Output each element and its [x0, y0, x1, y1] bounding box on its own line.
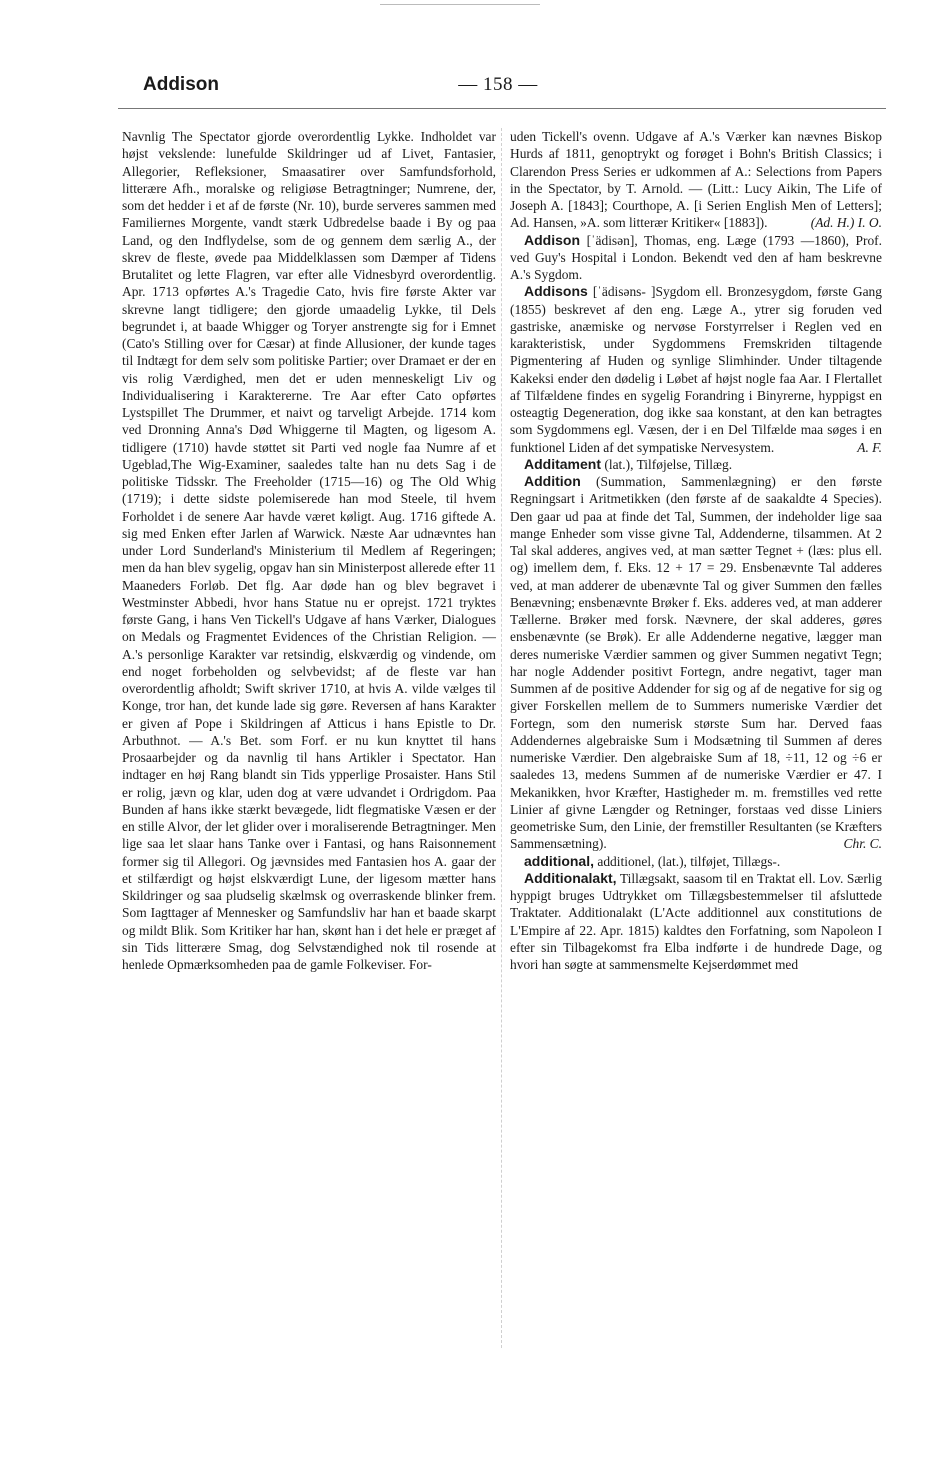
right-column [510, 128, 882, 973]
entry-addison-thomas [510, 232, 882, 284]
top-edge-mark [380, 4, 540, 5]
entry-signature: Chr. C. [843, 836, 882, 852]
continuation-signature: (Ad. H.) I. O. [810, 215, 882, 231]
entry-body: (Summation, Sammenlægning) er den første Regningsart i Aritmetikken (den første af de saakaldte 4 Species). Den gaar ud paa at finde det Tal, Summen, der indeholder lige saa mange Enheder som visse givne Tal, Addenderne, tilsammen. At 2 Tal skal adderes, angives ved, at man sætter Tegnet + (læs: plus ell. og) imellem dem, f. Eks. 12 + 17 = 29. Ensbenævnte Tal adderes ved, at man adderer de ubenævnte Tal og giver Summen den fælles Benævning; ensbenævnte Brøker f. Eks. adderes ved, at man adderer Tællerne. Brøker med forsk. Nævnere, der skal adderes, gøres ensbenævnte (se Brøk). Er alle Addenderne negative, lægger man deres numeriske Værdier sammen og giver Summen negativt Tegn; har nogle Addender positivt Fortegn, andre negativt, tager man Summen af de positive Addender for sig og af de negative for sig og giver Forskellen mellem de to Summers numeriske Værdier det Fortegn, som den numerisk største Sum har. Derved faas Addendernes algebraiske Sum i Modsætning til Summen af deres numeriske Værdier. Den algebraiske Sum af 18, ÷11, 12 og ÷6 er saaledes 13, medens Summen af de numeriske Værdier er 47. I Mekanikken, hvor Kræfter, Hastigheder m. m. fremstilles ved rette Linier af givne Længder og Retninger, forstaas ved disse Liniers geometriske Sum, den Linie, der fremstiller Resultanten (se Kræfters Sammensætning). [510, 474, 883, 852]
header-rule [118, 108, 886, 109]
entry-addisons-sygdom [510, 283, 882, 456]
entry-body: Tillægsakt, saasom til en Traktat ell. Lov. Særlig hyppigt bruges Udtrykket om Tillægsbestemmelser til afsluttede Traktater. Additionalakt (L'Acte additionnel aux constitutions de L'Empire af 22. Apr. 1815) kaldtes den Forfatning, som Napoleon I efter sin Tilbagekomst fra Elba indførte i de hundrede Dage, og hvori han søgte at sammensmelte Kejserdømmet med [510, 870, 882, 972]
running-head: Addison [143, 74, 219, 95]
entry-additionalakt [510, 870, 882, 974]
entry-body: additionel, (lat.), tilføjet, Tillægs-. [597, 853, 781, 869]
left-column [122, 128, 496, 973]
continuation-text [510, 128, 882, 232]
entry-headword: Addison [524, 231, 580, 248]
page-header [143, 70, 885, 104]
entry-signature: A. F. [857, 439, 882, 455]
entry-headword: additional, [524, 852, 594, 869]
entry-body: [ˈädisən], Thomas, eng. Læge (1793 —1860), Prof. ved Guy's Hospital i London. Bekendt ved den af ham beskrevne A.'s Sygdom. [510, 232, 883, 282]
entry-headword: Addition [524, 473, 581, 489]
entry-body: (lat.), Tilføjelse, Tillæg. [604, 456, 733, 472]
left-column-text: Navnlig The Spectator gjorde overordentlig Lykke. Indholdet var højst vekslende: lunefulde Skildringer ud af Livet, Fantasier, Allegorier, Refleksioner, Smaasatirer over Samfundsforhold, litterære Afh., moralske og religiøse Betragtninger; Numrene, der, som det hedder i et af de første (Nr. 10), burde serveres sammen med Familiernes Morgente, vandt stærk Udbredelse baade i By og paa Land, og den Indflydelse, som de og gennem dem særlig A., der skrev de fleste, øvede paa Middelklassen som Dæmper af Tidens Brutalitet og lette Flagren, var efter alle Vidnesbyrd overordentlig. Apr. 1713 opførtes A.'s Tragedie Cato, hvis fire første Akter var skrevne langt tidligere; den gjorde umaadelig Lykke, til Dels begrundet i, at baade Whigger og Toryer anstrengte sig for i Emnet (Cato's Stilling over for Cæsar) at finde Allusioner, der kunde tages til Indtægt for dem selv som politiske Partier; over Dramaet er der en vis rolig Værdighed, men det er uden menneskeligt Liv og Individualisering i Karaktererne. Tre Aar efter Cato opførtes Lystspillet The Drummer, et naivt og tarveligt Arbejde. 1714 kom ved Dronning Anna's Død Whiggerne til Magten, og ligesom A. tidligere (1710) havde støttet sit Parti ved nogle faa Numre af et Ugeblad,The Wig-Examiner, saaledes talte han nu dets Sag i de politiske Tidsskr. The Freeholder (1715—16) og The Old Whig (1719); i dette sidste polemiserede han mod Steele, til hvem Forholdet i de senere Aar havde været køligt. Aug. 1716 giftede A. sig med Enken efter Jarlen af Warwick. Næste Aar udnævntes han under Lord Sunderland's Ministerium til Medlem af Regeringen; men da han blev sygelig, opgav han sin Ministerpost allerede efter 11 Maaneders Forløb. Det flg. Aar døde han og blev begravet i Westminster Abbedi, hvor hans Statue nu er oprejst. 1721 tryktes første Gang, i hans Ven Tickell's Udgave af hans Værker, Dialogues on Medals og Fragmentet Evidences of the Christian Religion. — A.'s personlige Karakter var retsindig, elskværdig og vindende, om end noget forbeholden og selvbevidst; af de fleste var han overordentlig afholdt; Swift skriver 1710, at hvis A. vilde vælges til Konge, tror han, det kunde lade sig gøre. Reversen af hans Karakter er given af Pope i Skildringen af Atticus i hans Epistle to Dr. Arbuthnot. — A.'s Bet. som Forf. er nu kun knyttet til hans Prosaarbejder og da navnlig til hans Artikler i Spectator. Han indtager en høj Rang blandt sin Tids ypperlige Prosaister. Hans Stil er rolig, jævn og klar, uden dog at være udvandet i Ordrigdom. Paa Bunden af hans ikke stærkt bevægede, lidt flegmatiske Væsen er der en stille Alvor, der let glider over i moraliserende Betragtninger. Men lige saa let slaar hans Tanke over i Fantasi, og hans Raisonnement former sig til Allegori. Og jævnsides med Fantasien hos A. gaar der et stilfærdigt og højst elskværdigt Lune, der ligesom mætter hans Skildringer og saa pludselig skælmsk og overraskende blinker frem. Som Iagttager af Mennesker og Samfundsliv har han et baade skarpt og mildt Blik. Som Kritiker har han, skønt han i det hele er præget af sin Tids litterære Smag, dog Selvstændighed nok til rosende at henlede Opmærksomheden paa de gamle Folkeviser. For- [122, 129, 496, 972]
entry-body: [ˈädisəns- ]Sygdom ell. Bronzesygdom, første Gang (1855) beskrevet af den eng. Læge A., ytrer sig foruden ved gastriske, anæmiske og nervøse Forstyrrelser i Reglen ved en karakteristisk, under Sygdommens Fremskriden tiltagende Pigmentering af Huden og synlige Slimhinder. Under tiltagende Kakeksi ender den dødelig i Løbet af højst nogle faa Aar. I Flertallet af Tilfældene findes en sygelig Forandring i Binyrerne, hyppigst en osteagtig Degeneration, dog ikke saa konstant, at den kan betragtes som Sygdommens egl. Væsen, der i en Del Tilfælde maa søges i en funktionel Liden af det sympatiske Nervesystem. [510, 284, 882, 455]
entry-headword: Additionalakt, [524, 869, 617, 886]
entry-addition [510, 473, 882, 853]
entry-additional [510, 853, 882, 870]
column-divider [501, 128, 502, 1348]
entry-headword: Additament [524, 455, 601, 472]
continuation-body: uden Tickell's ovenn. Udgave af A.'s Værker kan nævnes Biskop Hurds af 1811, genoptrykt og forøget i Bohn's British Classics; i Clarendon Press Series er udkommen af A.: Selections from Papers in the Spectator, by T. Arnold. — (Litt.: Lucy Aikin, The Life of Joseph A. [1843]; Courthope, A. [i Serien English Men of Letters]; Ad. Hansen, »A. som litterær Kritiker« [1883]). [510, 129, 882, 231]
page-number: — 158 — [458, 74, 538, 95]
entry-headword: Addisons [524, 283, 588, 300]
entry-additament [510, 456, 882, 473]
